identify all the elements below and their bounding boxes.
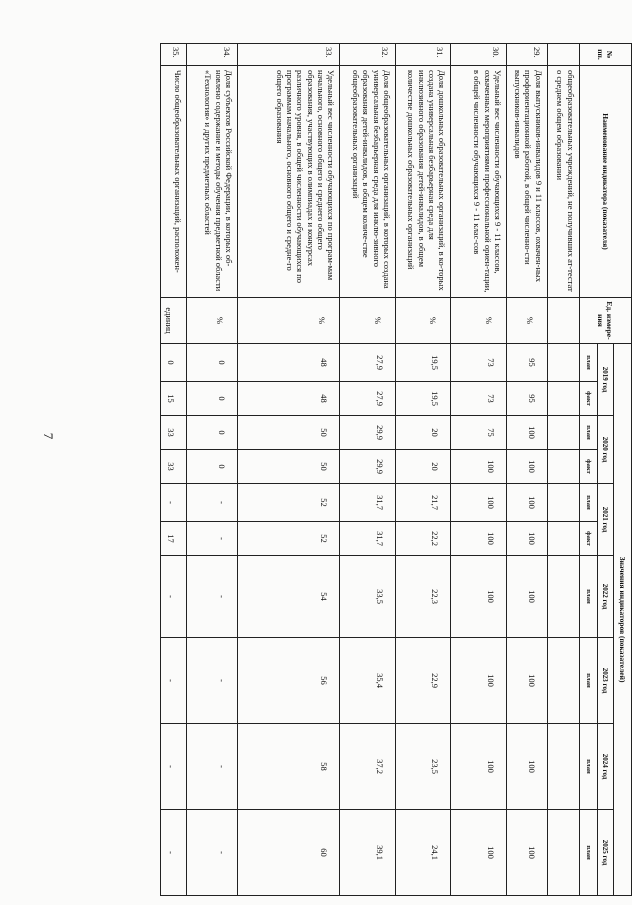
value-cell <box>547 810 579 896</box>
value-cell: 23,5 <box>395 724 451 810</box>
value-cell: 20 <box>395 416 451 450</box>
value-cell: 33,5 <box>340 556 396 638</box>
value-cell: 100 <box>451 484 507 522</box>
value-cell: 100 <box>451 724 507 810</box>
indicator-name: Доля выпускников-инвалидов 9 и 11 классов, охвачен-ных профориентационной работой, в общей численно-сти выпускников-инвалидов <box>507 66 548 298</box>
header-sub: план <box>579 724 597 810</box>
value-cell: - <box>161 484 187 522</box>
unit-cell <box>547 298 579 344</box>
value-cell: - <box>186 556 237 638</box>
value-cell: 29,9 <box>340 416 396 450</box>
value-cell <box>547 450 579 484</box>
header-sub: план <box>579 416 597 450</box>
header-year-2025: 2025 год <box>597 810 613 896</box>
value-cell: - <box>186 810 237 896</box>
value-cell: 31,7 <box>340 484 396 522</box>
value-cell: 73 <box>451 382 507 416</box>
value-cell: 50 <box>237 450 340 484</box>
value-cell: 75 <box>451 416 507 450</box>
value-cell: 22,9 <box>395 638 451 724</box>
header-sub: факт <box>579 522 597 556</box>
header-sub: план <box>579 638 597 724</box>
value-cell: 100 <box>507 450 548 484</box>
unit-cell: % <box>186 298 237 344</box>
value-cell: 15 <box>161 382 187 416</box>
row-number <box>547 44 579 66</box>
value-cell: 100 <box>451 522 507 556</box>
value-cell: 19,5 <box>395 344 451 382</box>
row-number: 34. <box>186 44 237 66</box>
table-row <box>451 44 507 896</box>
value-cell: 95 <box>507 344 548 382</box>
value-cell <box>547 638 579 724</box>
value-cell <box>547 344 579 382</box>
header-sub: план <box>579 810 597 896</box>
unit-cell: % <box>451 298 507 344</box>
indicator-name: общеобразовательных учреждений, не получивших ат-тестат о среднем общем образовании <box>547 66 579 298</box>
value-cell: 100 <box>507 484 548 522</box>
value-cell: 22,3 <box>395 556 451 638</box>
value-cell: 95 <box>507 382 548 416</box>
header-sub: план <box>579 484 597 522</box>
value-cell: 0 <box>186 344 237 382</box>
unit-cell: % <box>507 298 548 344</box>
header-year-2019: 2019 год <box>597 344 613 416</box>
row-number: 31. <box>395 44 451 66</box>
value-cell: 60 <box>237 810 340 896</box>
value-cell: - <box>161 724 187 810</box>
value-cell: 0 <box>161 344 187 382</box>
value-cell: - <box>161 556 187 638</box>
value-cell: 100 <box>451 810 507 896</box>
header-sub: факт <box>579 382 597 416</box>
value-cell: 24,1 <box>395 810 451 896</box>
unit-cell: единиц <box>161 298 187 344</box>
unit-cell: % <box>395 298 451 344</box>
table-body <box>161 44 580 896</box>
value-cell <box>547 522 579 556</box>
header-year-2023: 2023 год <box>597 638 613 724</box>
table-row <box>507 44 548 896</box>
indicator-name: Доля дошкольных образовательных организаций, в ко-торых создана универсальная безбарьерная среда для инклюзивного образования детей-инвалидов, в общем количестве дошкольных образовательных организаций <box>395 66 451 298</box>
unit-cell: % <box>340 298 396 344</box>
value-cell: 100 <box>507 724 548 810</box>
value-cell <box>547 416 579 450</box>
value-cell: 0 <box>186 450 237 484</box>
table-row <box>547 44 579 896</box>
page-number: 7 <box>41 432 56 440</box>
indicator-name: Доля субъектов Российской Федерации, в которых об-новлено содержание и методы обучения предметной области «Технология» и других предметных областей <box>186 66 237 298</box>
value-cell: 39,1 <box>340 810 396 896</box>
header-row-1 <box>613 44 631 896</box>
value-cell: 56 <box>237 638 340 724</box>
value-cell: 19,5 <box>395 382 451 416</box>
value-cell: 48 <box>237 382 340 416</box>
header-num: № пп. <box>579 44 631 66</box>
value-cell: 73 <box>451 344 507 382</box>
value-cell: 100 <box>507 556 548 638</box>
value-cell: - <box>186 484 237 522</box>
table-row <box>340 44 396 896</box>
row-number: 33. <box>237 44 340 66</box>
header-year-2021: 2021 год <box>597 484 613 556</box>
header-year-2020: 2020 год <box>597 416 613 484</box>
header-values-title: Значения индикаторов (показателей) <box>613 344 631 896</box>
unit-cell: % <box>237 298 340 344</box>
value-cell <box>547 484 579 522</box>
value-cell: 27,9 <box>340 382 396 416</box>
value-cell: 100 <box>507 638 548 724</box>
value-cell: 21,7 <box>395 484 451 522</box>
indicators-table <box>160 43 632 896</box>
value-cell: 52 <box>237 484 340 522</box>
value-cell: 100 <box>507 810 548 896</box>
value-cell: 17 <box>161 522 187 556</box>
header-year-2022: 2022 год <box>597 556 613 638</box>
indicator-name: Число общеобразовательных организаций, расположен- <box>161 66 187 298</box>
table-row <box>237 44 340 896</box>
rotated-table-wrapper <box>160 43 632 895</box>
value-cell: - <box>186 638 237 724</box>
indicator-name: Удельный вес численности обучающихся по програм-мам начального, основного общего и среднего общего образования, участвующих в олимпиадах и конкурсах различного уровня, в общей численности обучающихся по программам начального, основного общего и средне-го общего образования <box>237 66 340 298</box>
value-cell: 35,4 <box>340 638 396 724</box>
value-cell: 37,2 <box>340 724 396 810</box>
value-cell: 22,2 <box>395 522 451 556</box>
value-cell: 20 <box>395 450 451 484</box>
value-cell: 33 <box>161 450 187 484</box>
value-cell: 0 <box>186 416 237 450</box>
value-cell <box>547 556 579 638</box>
header-sub: план <box>579 344 597 382</box>
value-cell: 31,7 <box>340 522 396 556</box>
value-cell: - <box>161 638 187 724</box>
value-cell <box>547 382 579 416</box>
indicator-name: Доля общеобразовательных организаций, в которых создана универсальная безбарьерная среда для инклю-зивного образования детей-инвалидов, в общем количе-стве общеобразовательных организаций <box>340 66 396 298</box>
table-row <box>395 44 451 896</box>
value-cell: - <box>186 724 237 810</box>
value-cell: - <box>186 522 237 556</box>
table-row <box>161 44 187 896</box>
value-cell: 33 <box>161 416 187 450</box>
value-cell: 58 <box>237 724 340 810</box>
value-cell: 48 <box>237 344 340 382</box>
value-cell: 50 <box>237 416 340 450</box>
value-cell: 29,9 <box>340 450 396 484</box>
value-cell: 54 <box>237 556 340 638</box>
value-cell: 100 <box>507 416 548 450</box>
value-cell: 27,9 <box>340 344 396 382</box>
value-cell: 100 <box>451 556 507 638</box>
value-cell: 0 <box>186 382 237 416</box>
header-year-2024: 2024 год <box>597 724 613 810</box>
header-name: Наименование индикатора (показателя) <box>579 66 631 298</box>
table-row <box>186 44 237 896</box>
row-number: 29. <box>507 44 548 66</box>
row-number: 30. <box>451 44 507 66</box>
value-cell: - <box>161 810 187 896</box>
value-cell: 100 <box>451 450 507 484</box>
value-cell: 100 <box>451 638 507 724</box>
header-sub: факт <box>579 450 597 484</box>
value-cell: 52 <box>237 522 340 556</box>
row-number: 35. <box>161 44 187 66</box>
header-unit: Ед. измере-ния <box>579 298 631 344</box>
value-cell: 100 <box>507 522 548 556</box>
value-cell <box>547 724 579 810</box>
indicator-name: Удельный вес численности обучающихся 9 - 11 классов, охваченных мероприятиями профессиональной ориен-тации, в общей численности обучающихся 9 - 11 клас-сов <box>451 66 507 298</box>
row-number: 32. <box>340 44 396 66</box>
header-sub: план <box>579 556 597 638</box>
